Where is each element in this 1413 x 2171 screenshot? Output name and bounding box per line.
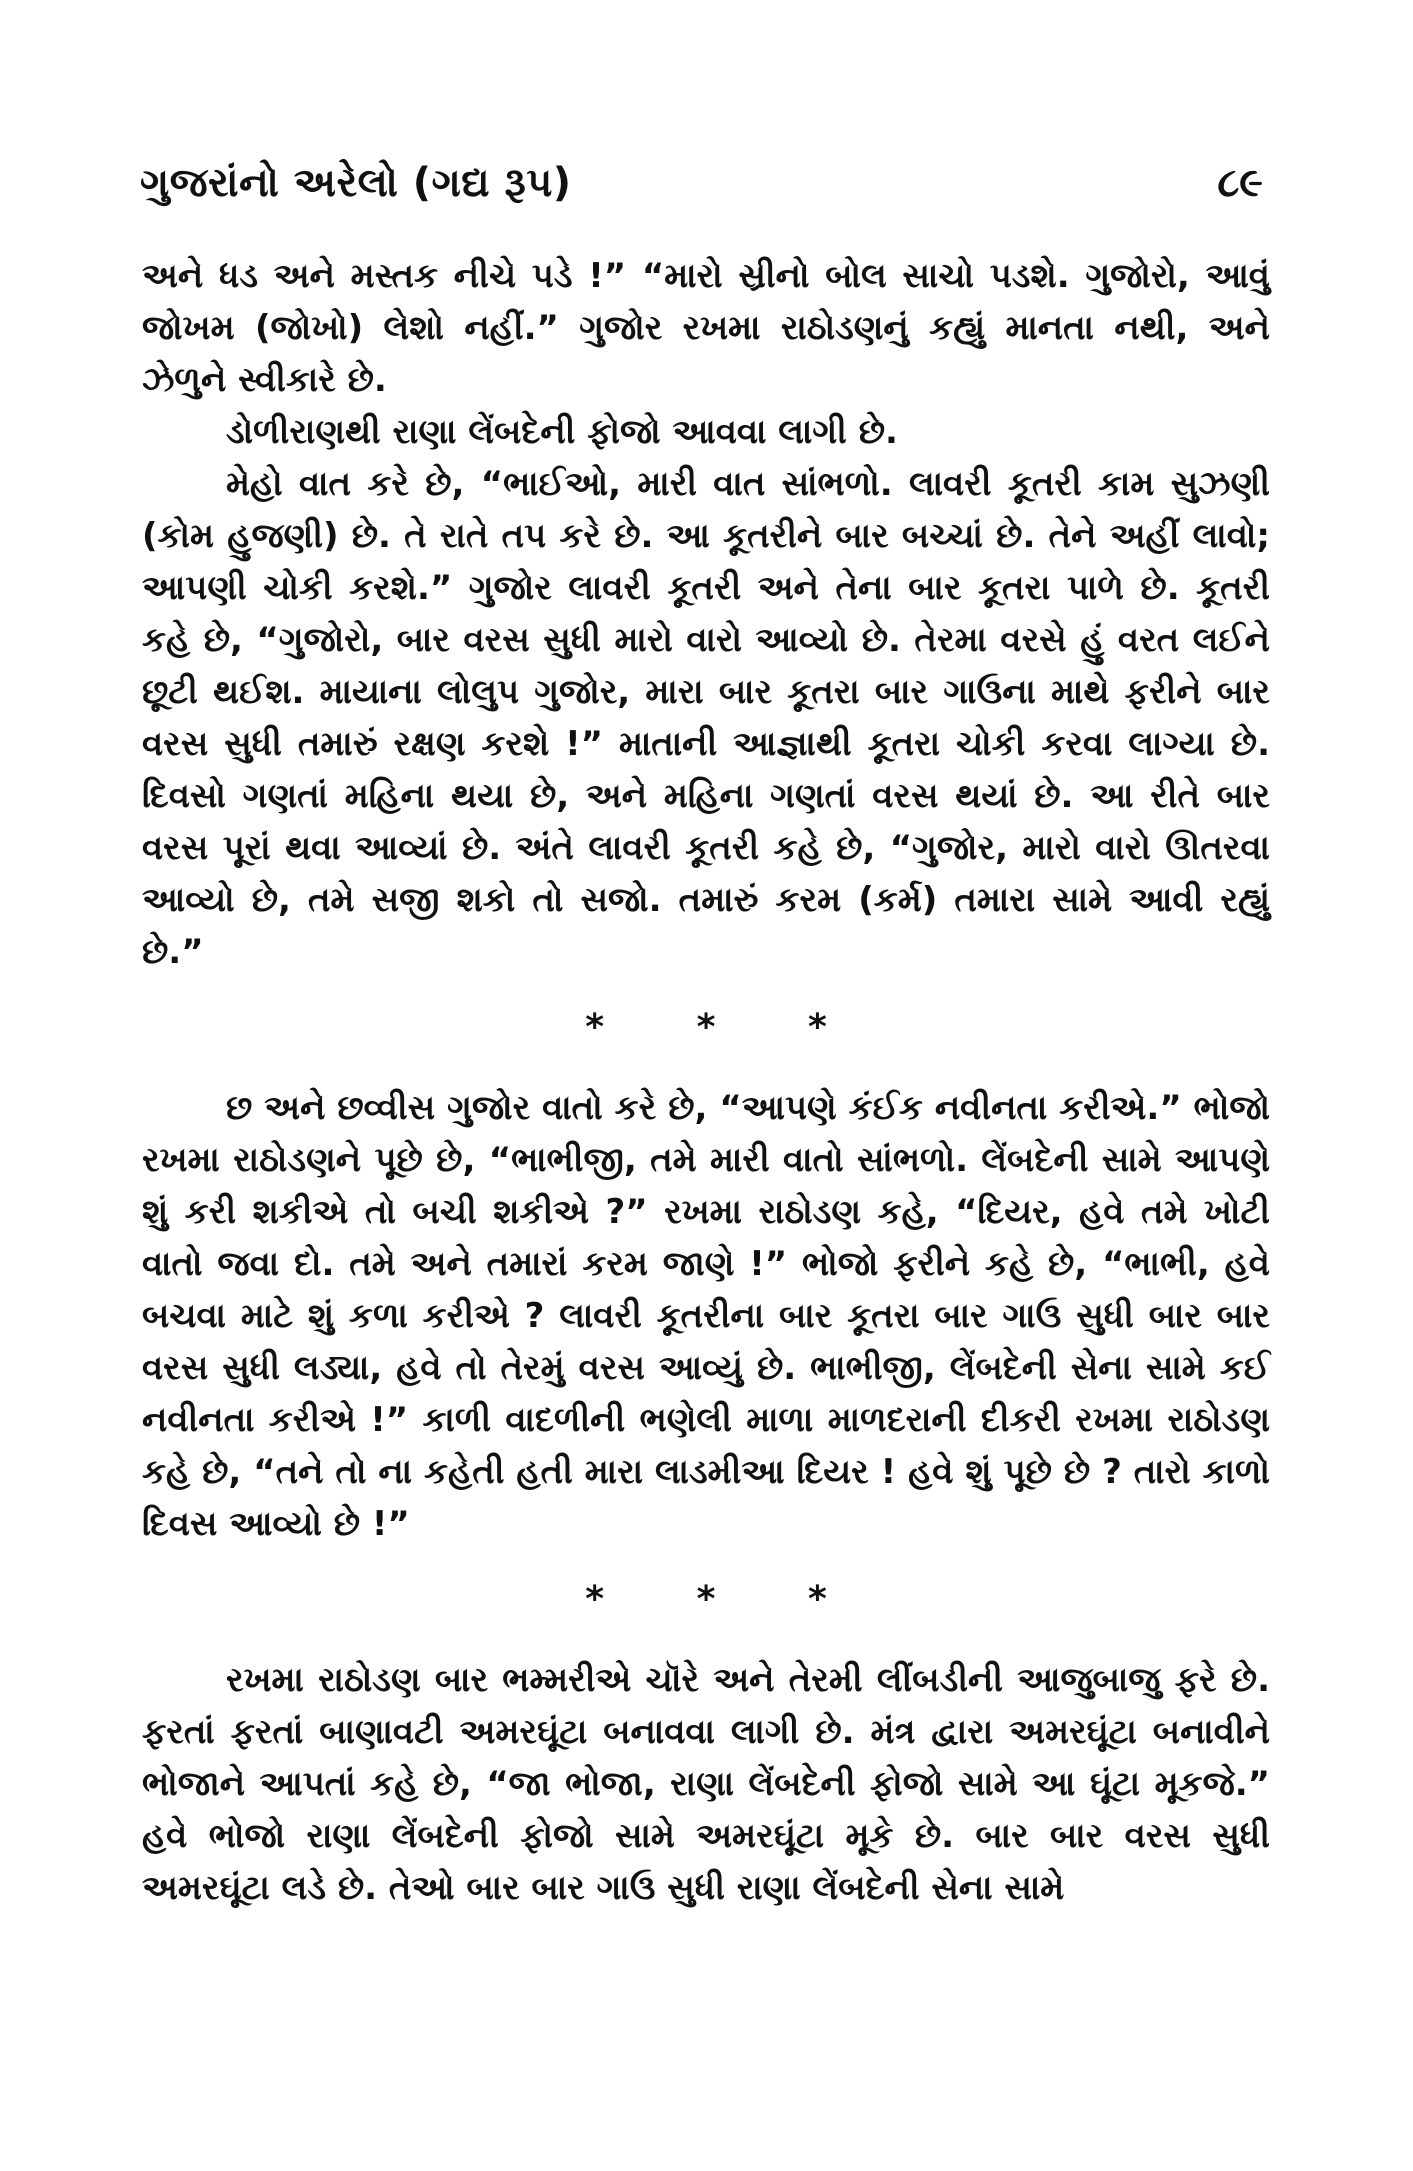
page-number: ૮૯ [1217, 160, 1263, 206]
paragraph: છ અને છવ્વીસ ગુજોર વાતો કરે છે, “આપણે કંઈક નવીનતા કરીએ.” ભોજો રખમા રાઠોડણને પૂછે છે, “ભાભીજી, તમે મારી વાતો સાંભળો. લેંબદેની સામે આપણે શું કરી શકીએ તો બચી શકીએ ?” રખમા રાઠોડણ કહે, “દિયર, હવે તમે ખોટી વાતો જવા દો. તમે અને તમારાં કરમ જાણે !” ભોજો ફરીને કહે છે, “ભાભી, હવે બચવા માટે શું કળા કરીએ ? લાવરી કૂતરીના બાર કૂતરા બાર ગાઉ સુધી બાર બાર વરસ સુધી લડ્યા, હવે તો તેરમું વરસ આવ્યું છે. ભાભીજી, લેંબદેની સેના સામે કઈ નવીનતા કરીએ !” કાળી વાદળીની ભણેલી માળા માળદરાની દીકરી રખમા રાઠોડણ કહે છે, “તને તો ના કહેતી હતી મારા લાડમીઆ દિયર ! હવે શું પૂછે છે ? તારો કાળો દિવસ આવ્યો છે !” [142, 1088, 1270, 1544]
paragraph: ડોળીરાણથી રાણા લેંબદેની ફોજો આવવા લાગી છે. [226, 412, 898, 452]
paragraph-continuation: અને ધડ અને મસ્તક નીચે પડે !” “મારો સ્રીનો બોલ સાચો પડશે. ગુજોરો, આવું જોખમ (જોખો) લેશો નહીં.” ગુજોર રખમા રાઠોડણનું કહ્યું માનતા નથી, અને ઝેળુને સ્વીકારે છે. [142, 256, 1270, 400]
body-text [142, 250, 1270, 1914]
paragraph: રખમા રાઠોડણ બાર ભમ્મરીએ ચૉરે અને તેરમી લીંબડીની આજુબાજુ ફરે છે. ફરતાં ફરતાં બાણાવટી અમરઘૂંટા બનાવવા લાગી છે. મંત્ર દ્વારા અમરઘૂંટા બનાવીને ભોજાને આપતાં કહે છે, “જા ભોજા, રાણા લેંબદેની ફોજો સામે આ ઘૂંટા મૂકજે.” હવે ભોજો રાણા લેંબદેની ફોજો સામે અમરઘૂંટા મૂકે છે. બાર બાર વરસ સુધી અમરઘૂંટા લડે છે. તેઓ બાર બાર ગાઉ સુધી રાણા લેંબદેની સેના સામે [142, 1660, 1270, 1908]
paragraph: મેહો વાત કરે છે, “ભાઈઓ, મારી વાત સાંભળો. લાવરી કૂતરી કામ સુઝણી (કોમ હુજણી) છે. તે રાતે તપ કરે છે. આ કૂતરીને બાર બચ્ચાં છે. તેને અહીં લાવો; આપણી ચોકી કરશે.” ગુજોર લાવરી કૂતરી અને તેના બાર કૂતરા પાળે છે. કૂતરી કહે છે, “ગુજોરો, બાર વરસ સુધી મારો વારો આવ્યો છે. તેરમા વરસે હું વરત લઈને છૂટી થઈશ. માયાના લોલુપ ગુજોર, મારા બાર કૂતરા બાર ગાઉના માથે ફરીને બાર વરસ સુધી તમારું રક્ષણ કરશે !” માતાની આજ્ઞાથી કૂતરા ચોકી કરવા લાગ્યા છે. દિવસો ગણતાં મહિના થયા છે, અને મહિના ગણતાં વરસ થયાં છે. આ રીતે બાર વરસ પૂરાં થવા આવ્યાં છે. અંતે લાવરી કૂતરી કહે છે, “ગુજોર, મારો વારો ઊતરવા આવ્યો છે, તમે સજી શકો તો સજો. તમારું કરમ (કર્મ) તમારા સામે આવી રહ્યું છે.” [142, 464, 1270, 972]
section-separator: * * * [585, 1007, 867, 1048]
section-separator: * * * [585, 1579, 867, 1620]
running-head-title: ગુજરાંનો અરેલો (ગદ્ય રૂપ) [140, 160, 572, 206]
